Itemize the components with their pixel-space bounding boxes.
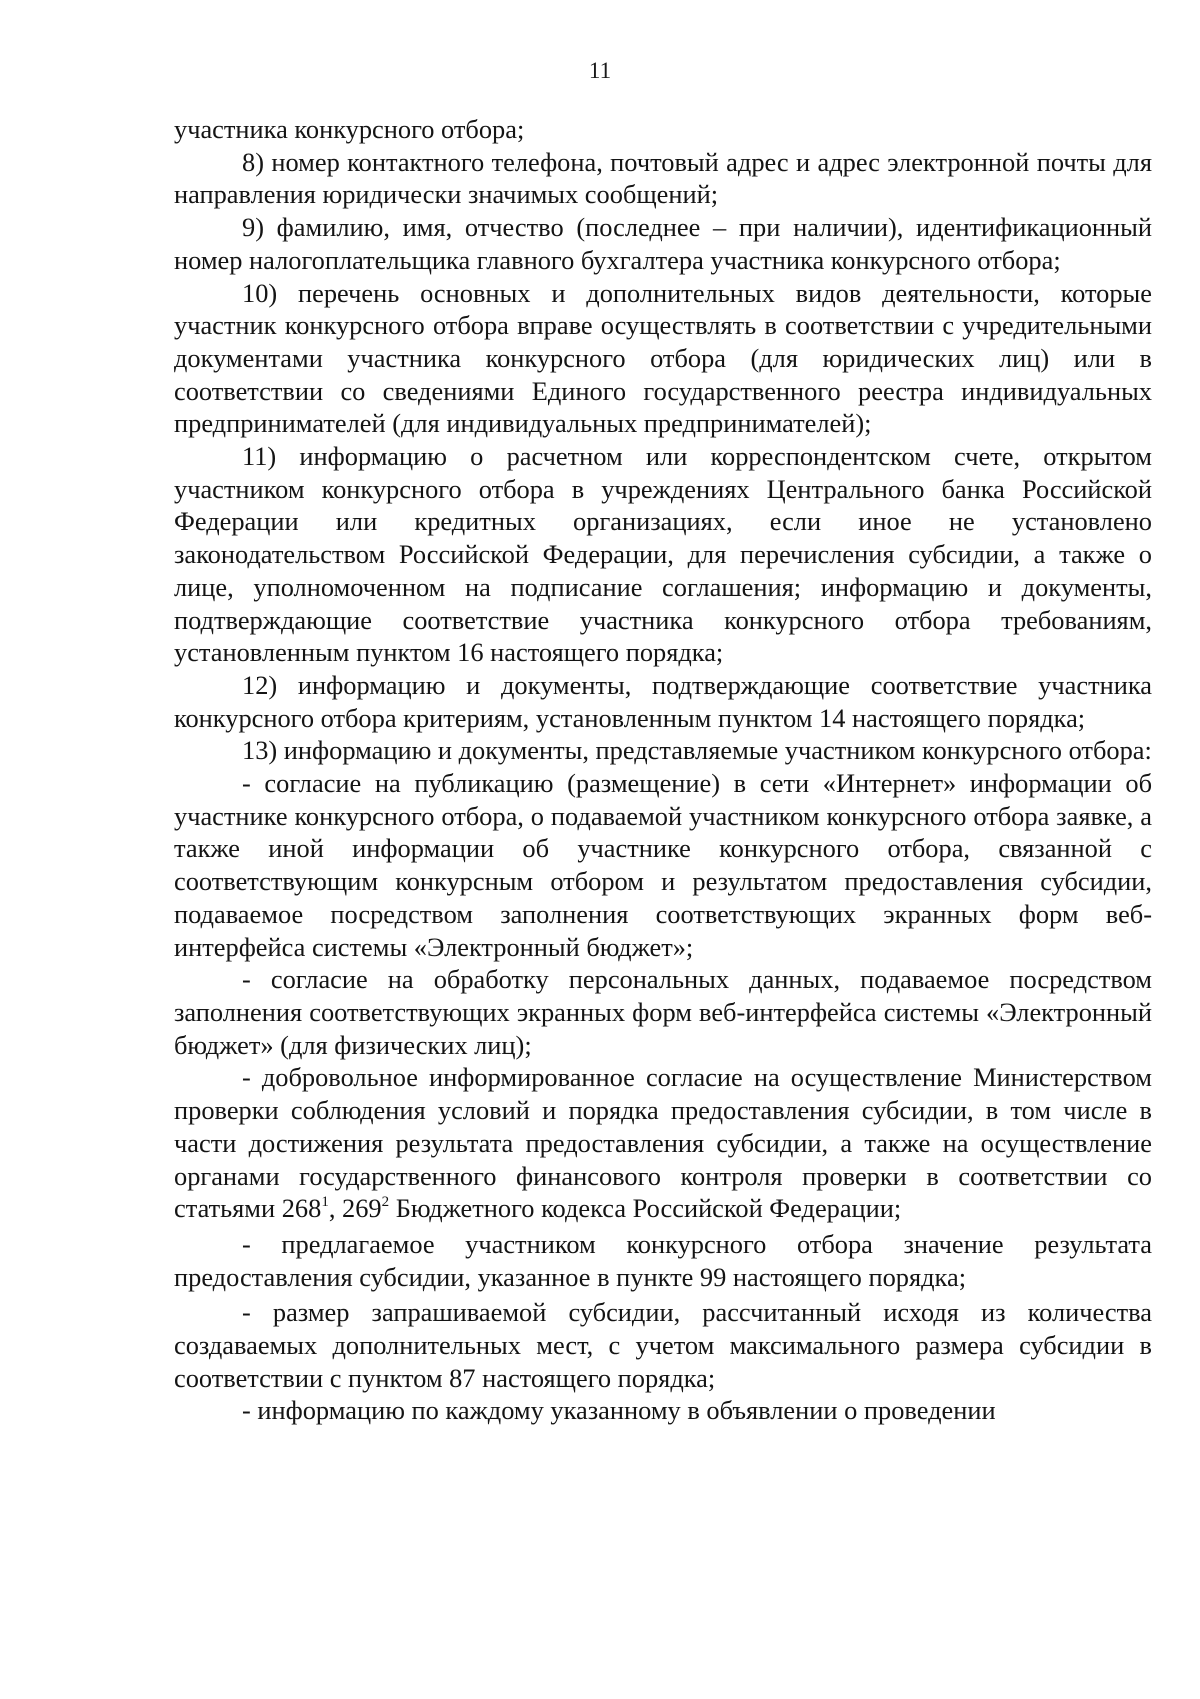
list-item-11: 11) информацию о расчетном или корреспондентском счете, открытом участником конкурсного отбора в учреждениях Центрального банка Российской Федерации или кредитных организациях, если иное не установлено законодательством Российской Федерации, для перечисления субсидии, а также о лице, уполномоченном на подписание соглашения; информацию и документы, подтверждающие соответствие участника конкурсного отбора требованиям, установленным пунктом 16 настоящего порядка; — [174, 441, 1152, 668]
bullet-verification-mid: , 269 — [328, 1193, 382, 1224]
bullet-information: - информацию по каждому указанному в объявлении о проведении — [242, 1395, 996, 1426]
paragraph-continuation: участника конкурсного отбора; — [174, 114, 525, 144]
list-item-9: 9) фамилию, имя, отчество (последнее – при наличии), идентификационный номер налогоплательщика главного бухгалтера участника конкурсного отбора; — [174, 212, 1152, 275]
list-item-10: 10) перечень основных и дополнительных видов деятельности, которые участник конкурсного отбора вправе осуществлять в соответствии с учредительными документами участника конкурсного отбора (для юридических лиц) или в соответствии со сведениями Единого государственного реестра индивидуальных предпринимателей (для индивидуальных предпринимателей); — [174, 277, 1152, 439]
page-number: 11 — [588, 58, 612, 83]
bullet-result-value: - предлагаемое участником конкурсного отбора значение результата предоставления субсидии, указанное в пункте 99 настоящего порядка; — [174, 1228, 1152, 1292]
list-item-13: 13) информацию и документы, представляемые участником конкурсного отбора: — [242, 735, 1152, 766]
document-body — [174, 113, 1152, 1427]
superscript-2: 2 — [381, 1194, 390, 1211]
list-item-12: 12) информацию и документы, подтверждающие соответствие участника конкурсного отбора критериям, установленным пунктом 14 настоящего порядка; — [174, 669, 1152, 733]
bullet-verification-consent — [174, 1061, 1152, 1225]
bullet-subsidy-size: - размер запрашиваемой субсидии, рассчитанный исходя из количества создаваемых дополнительных мест, с учетом максимального размера субсидии в соответствии с пунктом 87 настоящего порядка; — [174, 1297, 1152, 1393]
list-item-8: 8) номер контактного телефона, почтовый адрес и адрес электронной почты для направления юридически значимых сообщений; — [174, 146, 1152, 210]
bullet-verification-rest: Бюджетного кодекса Российской Федерации; — [389, 1193, 902, 1224]
superscript-1: 1 — [321, 1194, 329, 1211]
bullet-verification-text: - добровольное информированное согласие на осуществление Министерством проверки соблюдения условий и порядка предоставления субсидии, в том числе в части достижения результата предоставления субсидии, а также на осуществление органами государственного финансового контроля проверки в соответствии со статьями 268 — [174, 1062, 1152, 1224]
bullet-publication-consent: - согласие на публикацию (размещение) в сети «Интернет» информации об участнике конкурсного отбора, о подаваемой участником конкурсного отбора заявке, а также иной информации об участнике конкурсного отбора, связанной с соответствующим конкурсным отбором и результатом предоставления субсидии, подаваемое посредством заполнения соответствующих экранных форм веб-интерфейса системы «Электронный бюджет»; — [174, 768, 1152, 962]
bullet-personal-data-consent: - согласие на обработку персональных данных, подаваемое посредством заполнения соответствующих экранных форм веб-интерфейса системы «Электронный бюджет» (для физических лиц); — [174, 964, 1152, 1060]
